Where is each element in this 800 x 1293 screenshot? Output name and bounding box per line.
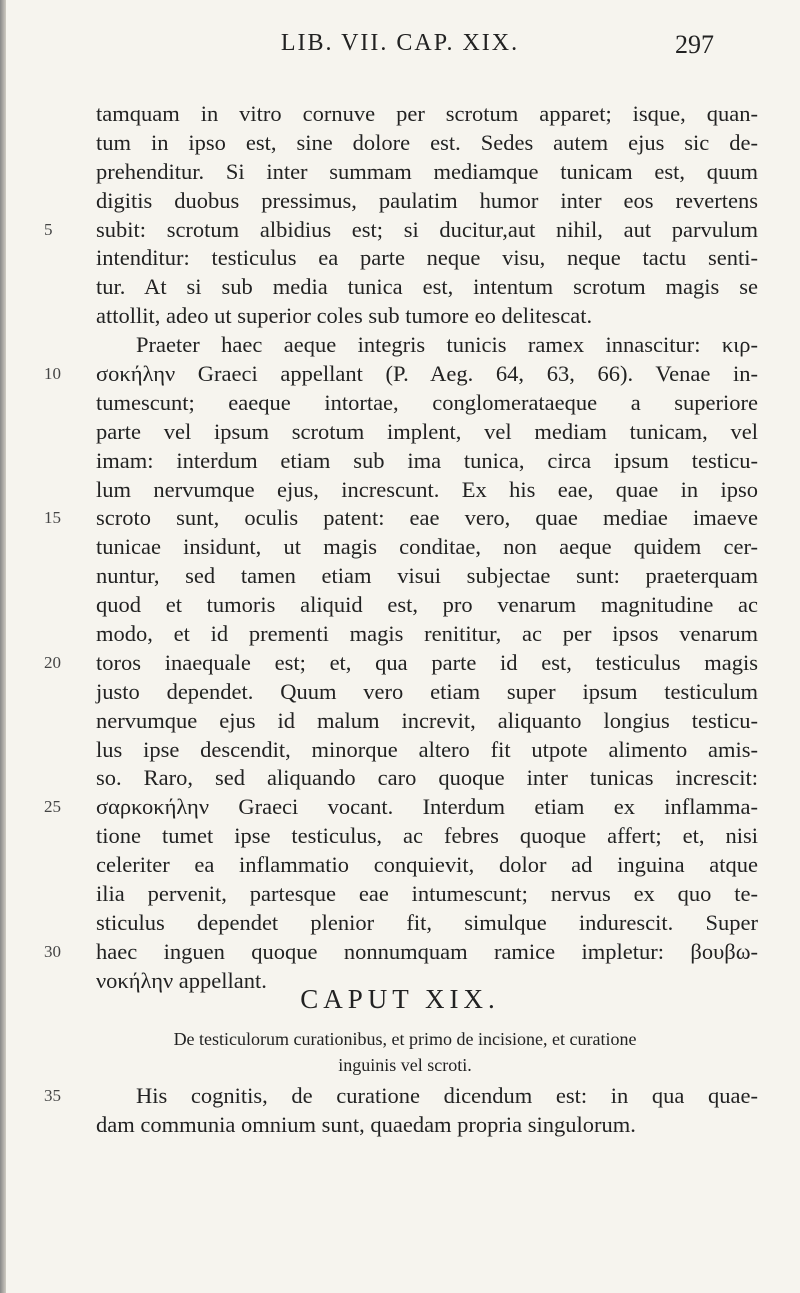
text-line [58, 302, 758, 331]
line-text: sticulus dependet plenior fit, simulque indurescit. Super [96, 909, 758, 935]
text-line [58, 736, 758, 765]
text-line [44, 649, 758, 678]
chapter-summary-line: inguinis vel scroti. [338, 1055, 472, 1075]
text-line [58, 1111, 758, 1140]
line-text: prehenditur. Si inter summam mediamque tunicam est, quum [96, 158, 758, 184]
line-text: quod et tumoris aliquid est, pro venarum magnitudine ac [96, 592, 758, 618]
text-line [58, 707, 758, 736]
text-line [58, 909, 758, 938]
text-line [44, 938, 758, 967]
chapter-summary [80, 1026, 730, 1078]
line-text: σαρκοκήλην Graeci vocant. Interdum etiam ex inflamma- [96, 794, 758, 820]
line-text: tamquam in vitro cornuve per scrotum apparet; isque, quan- [96, 101, 758, 126]
chapter-heading: CAPUT XIX. [300, 984, 500, 1014]
line-number: 10 [44, 364, 61, 384]
line-text: toros inaequale est; et, qua parte id est, testiculus magis [96, 649, 758, 675]
line-text: νοκήλην appellant. [96, 967, 267, 993]
line-text: haec inguen quoque nonnumquam ramice impletur: βουβω- [96, 938, 758, 964]
page-header [0, 30, 800, 70]
line-text: attollit, adeo ut superior coles sub tumore eo delitescat. [96, 303, 593, 329]
line-text: scroto sunt, oculis patent: eae vero, quae mediae imaeve [96, 505, 758, 531]
chapter-text-block [44, 1082, 758, 1140]
text-line [44, 793, 758, 822]
line-text: lus ipse descendit, minorque altero fit utpote alimento amis- [96, 736, 758, 762]
line-text: celeriter ea inflammatio conquievit, dolor ad inguina atque [96, 852, 758, 878]
text-line [58, 591, 758, 620]
line-text: digitis duobus pressimus, paulatim humor inter eos revertens [96, 187, 758, 213]
line-number: 20 [44, 652, 61, 672]
text-line [44, 360, 758, 389]
line-text: intenditur: testiculus ea parte neque visu, neque tactu senti- [96, 245, 758, 271]
line-number: 30 [44, 941, 61, 961]
line-text: His cognitis, de curatione dicendum est: in qua quae- [136, 1083, 758, 1108]
chapter-summary-line: De testiculorum curationibus, et primo de incisione, et curatione [173, 1029, 637, 1049]
line-number: 5 [44, 219, 53, 239]
line-text: dam communia omnium sunt, quaedam propria singulorum. [96, 1111, 636, 1137]
text-line [58, 418, 758, 447]
text-line [58, 273, 758, 302]
line-text: tum in ipso est, sine dolore est. Sedes autem ejus sic de- [96, 129, 758, 155]
line-text: tumescunt; eaeque intortae, conglomerataeque a superiore [96, 389, 758, 415]
line-text: tione tumet ipse testiculus, ac febres quoque affert; et, nisi [96, 823, 758, 849]
line-text: tunicae insidunt, ut magis conditae, non aeque quidem cer- [96, 534, 758, 560]
line-text: modo, et id prementi magis renititur, ac per ipsos venarum [96, 621, 758, 647]
line-text: nervumque ejus id malum increvit, aliquanto longius testicu- [96, 707, 758, 733]
text-line [44, 216, 758, 245]
page-number: 297 [675, 30, 714, 59]
text-line [58, 187, 758, 216]
line-text: Praeter haec aeque integris tunicis ramex innascitur: κιρ- [136, 332, 758, 358]
line-text: σοκήλην Graeci appellant (P. Aeg. 64, 63, 66). Venae in- [96, 361, 758, 387]
text-line [58, 764, 758, 793]
text-line [58, 447, 758, 476]
text-line [58, 158, 758, 187]
text-line [58, 244, 758, 273]
text-line [58, 880, 758, 909]
text-line [58, 100, 758, 129]
text-line [58, 389, 758, 418]
text-line [44, 504, 758, 533]
line-text: imam: interdum etiam sub ima tunica, circa ipsum testicu- [96, 447, 758, 473]
text-line [58, 562, 758, 591]
page-binding-edge [0, 0, 6, 1293]
main-text-block [44, 100, 758, 996]
line-number: 35 [44, 1086, 61, 1105]
line-text: parte vel ipsum scrotum implent, vel mediam tunicam, vel [96, 418, 758, 444]
line-text: so. Raro, sed aliquando caro quoque inter tunicas increscit: [96, 765, 758, 791]
line-number: 15 [44, 508, 61, 528]
line-text: lum nervumque ejus, increscunt. Ex his eae, quae in ipso [96, 476, 758, 502]
text-line [58, 851, 758, 880]
running-head: LIB. VII. CAP. XIX. [280, 30, 520, 56]
line-text: justo dependet. Quum vero etiam super ipsum testiculum [96, 678, 758, 704]
line-text: ilia pervenit, partesque eae intumescunt; nervus ex quo te- [96, 881, 758, 907]
text-line [58, 678, 758, 707]
line-text: nuntur, sed tamen etiam visui subjectae sunt: praeterquam [96, 563, 758, 589]
text-line [44, 1082, 758, 1111]
text-line [58, 533, 758, 562]
text-line [58, 822, 758, 851]
text-line [58, 476, 758, 505]
line-number: 25 [44, 797, 61, 817]
text-line [58, 129, 758, 158]
text-line [58, 331, 758, 360]
line-text: tur. At si sub media tunica est, intentum scrotum magis se [96, 274, 758, 300]
text-line [58, 620, 758, 649]
line-text: subit: scrotum albidius est; si ducitur,aut nihil, aut parvulum [96, 216, 758, 242]
